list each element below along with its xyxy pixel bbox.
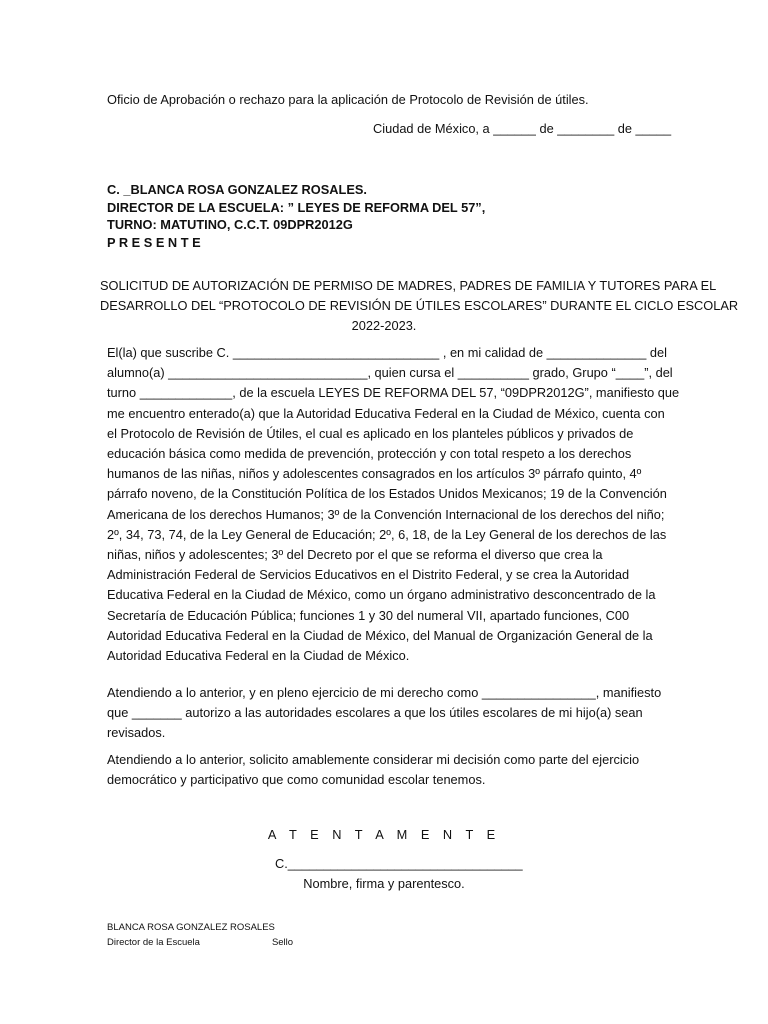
subject-block	[100, 276, 739, 336]
body-paragraph-3	[107, 750, 663, 790]
subject-line-2: DESARROLLO DEL “PROTOCOLO DE REVISIÓN DE ÚTILES ESCOLARES” DURANTE EL CICLO ESCOLAR	[100, 298, 739, 313]
body-line: educación básica como medida de prevención, protección y con total respeto a los derechos	[107, 446, 632, 462]
body-line: Administración Federal de Servicios Educativos en el Distrito Federal, y se crea la Autoridad	[107, 567, 630, 583]
body-line: turno _____________, de la escuela LEYES DE REFORMA DEL 57, “09DPR2012G”, manifiesto que	[107, 385, 680, 401]
addressee-block	[107, 181, 485, 251]
body-line: Secretaría de Educación Pública; funciones 1 y 30 del numeral VII, apartado funciones, C00	[107, 607, 630, 623]
body-line: Atendiendo a lo anterior, solicito amablemente considerar mi decisión como parte del ejercicio	[107, 752, 640, 767]
addressee-name: C. _BLANCA ROSA GONZALEZ ROSALES.	[107, 182, 367, 197]
addressee-shift: TURNO: MATUTINO, C.C.T. 09DPR2012G	[107, 217, 353, 232]
footer-name: BLANCA ROSA GONZALEZ ROSALES	[107, 922, 275, 933]
body-line: humanos de las niñas, niños y adolescentes consagrados en los artículos 3º párrafo quinto, 4º	[107, 466, 642, 482]
subject-line-1: SOLICITUD DE AUTORIZACIÓN DE PERMISO DE MADRES, PADRES DE FAMILIA Y TUTORES PARA EL	[100, 278, 717, 293]
body-line: democrático y participativo que como comunidad escolar tenemos.	[107, 772, 486, 787]
footer-role-row	[107, 935, 293, 950]
body-line: el Protocolo de Revisión de Útiles, el cual es aplicado en los planteles públicos y privados de	[107, 425, 634, 441]
body-line: niñas, niños y adolescentes; 3º del Decreto por el que se reforma el diverso que crea la	[107, 547, 603, 563]
closing-label: A T E N T A M E N T E	[267, 827, 501, 842]
subject-line-3: 2022-2023.	[351, 318, 417, 333]
body-line: El(la) que suscribe C. _____________________________ , en mi calidad de ______________ del	[107, 345, 667, 360]
body-line: Americana de los derechos Humanos; 3º de la Convención Internacional de los derechos del niño;	[107, 506, 665, 522]
signature-label: Nombre, firma y parentesco.	[303, 876, 465, 891]
body-line: alumno(a) ____________________________, quien cursa el __________ grado, Grupo “____”, del	[107, 365, 673, 381]
body-line: me encuentro enterado(a) que la Autoridad Educativa Federal en la Ciudad de México, cuenta con	[107, 405, 665, 421]
present-label: P R E S E N T E	[107, 234, 201, 250]
footer-role: Director de la Escuela	[107, 937, 200, 948]
body-paragraph-1	[107, 343, 680, 666]
body-line: 2º, 34, 73, 74, de la Ley General de Educación; 2º, 6, 18, de la Ley General de los derechos de las	[107, 526, 667, 542]
date-line: Ciudad de México, a ______ de ________ de _____	[373, 121, 672, 136]
body-line: revisados.	[107, 725, 166, 740]
addressee-role: DIRECTOR DE LA ESCUELA: ” LEYES DE REFORMA DEL 57”,	[107, 199, 486, 215]
body-line: que _______ autorizo a las autoridades escolares a que los útiles escolares de mi hijo(a) sean	[107, 705, 643, 720]
footer-seal: Sello	[271, 937, 294, 948]
body-line: Educativa Federal en la Ciudad de México, como un órgano administrativo desconcentrado de la	[107, 587, 656, 603]
document-title: Oficio de Aprobación o rechazo para la aplicación de Protocolo de Revisión de útiles.	[107, 92, 589, 107]
body-line: Autoridad Educativa Federal en la Ciudad de México, del Manual de Organización General de la	[107, 627, 653, 643]
body-line: párrafo noveno, de la Constitución Política de los Estados Unidos Mexicanos; 19 de la Convención	[107, 486, 667, 502]
body-line: Autoridad Educativa Federal en la Ciudad de México.	[107, 648, 410, 664]
signature-line: C._________________________________	[275, 856, 523, 871]
body-line: Atendiendo a lo anterior, y en pleno ejercicio de mi derecho como ________________, manifiesto	[107, 685, 662, 700]
footer-block	[107, 920, 293, 950]
body-paragraph-2	[107, 683, 663, 743]
